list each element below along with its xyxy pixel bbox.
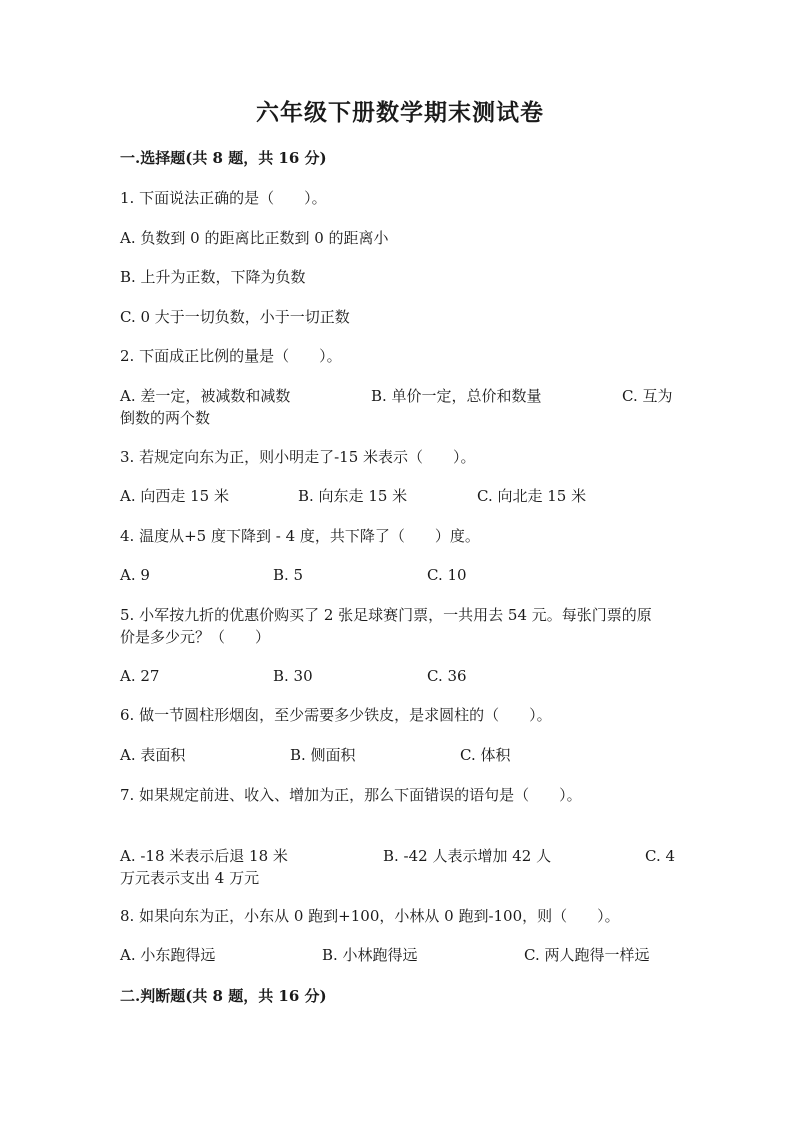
question-1-stem: 1. 下面说法正确的是（ ）。 <box>120 189 327 207</box>
question-1-option-c: C. 0 大于一切负数，小于一切正数 <box>120 308 350 326</box>
question-2-option-b: B. 单价一定，总价和数量 <box>371 387 542 405</box>
question-7-stem: 7. 如果规定前进、收入、增加为正，那么下面错误的语句是（ ）。 <box>120 786 582 804</box>
page-title: 六年级下册数学期末测试卷 <box>256 99 544 126</box>
question-2-option-c-continued: 倒数的两个数 <box>120 409 211 427</box>
question-5-option-b: B. 30 <box>273 667 313 685</box>
question-8-option-c: C. 两人跑得一样远 <box>524 946 650 964</box>
question-1-option-a: A. 负数到 0 的距离比正数到 0 的距离小 <box>120 229 389 247</box>
question-4-option-b: B. 5 <box>273 566 304 584</box>
question-6-stem: 6. 做一节圆柱形烟囱，至少需要多少铁皮，是求圆柱的（ ）。 <box>120 706 552 724</box>
question-6-option-b: B. 侧面积 <box>290 746 356 764</box>
question-4-stem: 4. 温度从+5 度下降到 - 4 度，共下降了（ ）度。 <box>120 527 480 545</box>
question-3-option-c: C. 向北走 15 米 <box>477 487 587 505</box>
question-5-option-a: A. 27 <box>120 667 160 685</box>
question-5-stem-line-1: 5. 小军按九折的优惠价购买了 2 张足球赛门票，一共用去 54 元。每张门票的原 <box>120 606 652 624</box>
section-heading-choice: 一.选择题(共 8 题，共 16 分) <box>120 149 327 167</box>
question-3-option-a: A. 向西走 15 米 <box>120 487 229 505</box>
section-heading-true-false: 二.判断题(共 8 题，共 16 分) <box>120 987 327 1005</box>
question-4-option-c: C. 10 <box>427 566 467 584</box>
question-5-option-c: C. 36 <box>427 667 467 685</box>
question-3-option-b: B. 向东走 15 米 <box>298 487 408 505</box>
question-7-option-b: B. -42 人表示增加 42 人 <box>383 847 552 865</box>
question-8-stem: 8. 如果向东为正，小东从 0 跑到+100，小林从 0 跑到-100，则（ ）。 <box>120 907 620 925</box>
question-2-option-c: C. 互为 <box>622 387 673 405</box>
question-6-option-c: C. 体积 <box>460 746 511 764</box>
question-4-option-a: A. 9 <box>120 566 150 584</box>
question-7-option-c: C. 4 <box>645 847 676 865</box>
question-2-stem: 2. 下面成正比例的量是（ ）。 <box>120 347 342 365</box>
question-8-option-b: B. 小林跑得远 <box>322 946 418 964</box>
question-2-option-a: A. 差一定，被减数和减数 <box>120 387 291 405</box>
question-5-stem-line-2: 价是多少元？（ ） <box>120 628 271 646</box>
question-3-stem: 3. 若规定向东为正，则小明走了-15 米表示（ ）。 <box>120 448 476 466</box>
question-8-option-a: A. 小东跑得远 <box>120 946 216 964</box>
question-6-option-a: A. 表面积 <box>120 746 186 764</box>
question-1-option-b: B. 上升为正数，下降为负数 <box>120 268 306 286</box>
question-7-option-c-continued: 万元表示支出 4 万元 <box>120 869 260 887</box>
question-7-option-a: A. -18 米表示后退 18 米 <box>120 847 288 865</box>
